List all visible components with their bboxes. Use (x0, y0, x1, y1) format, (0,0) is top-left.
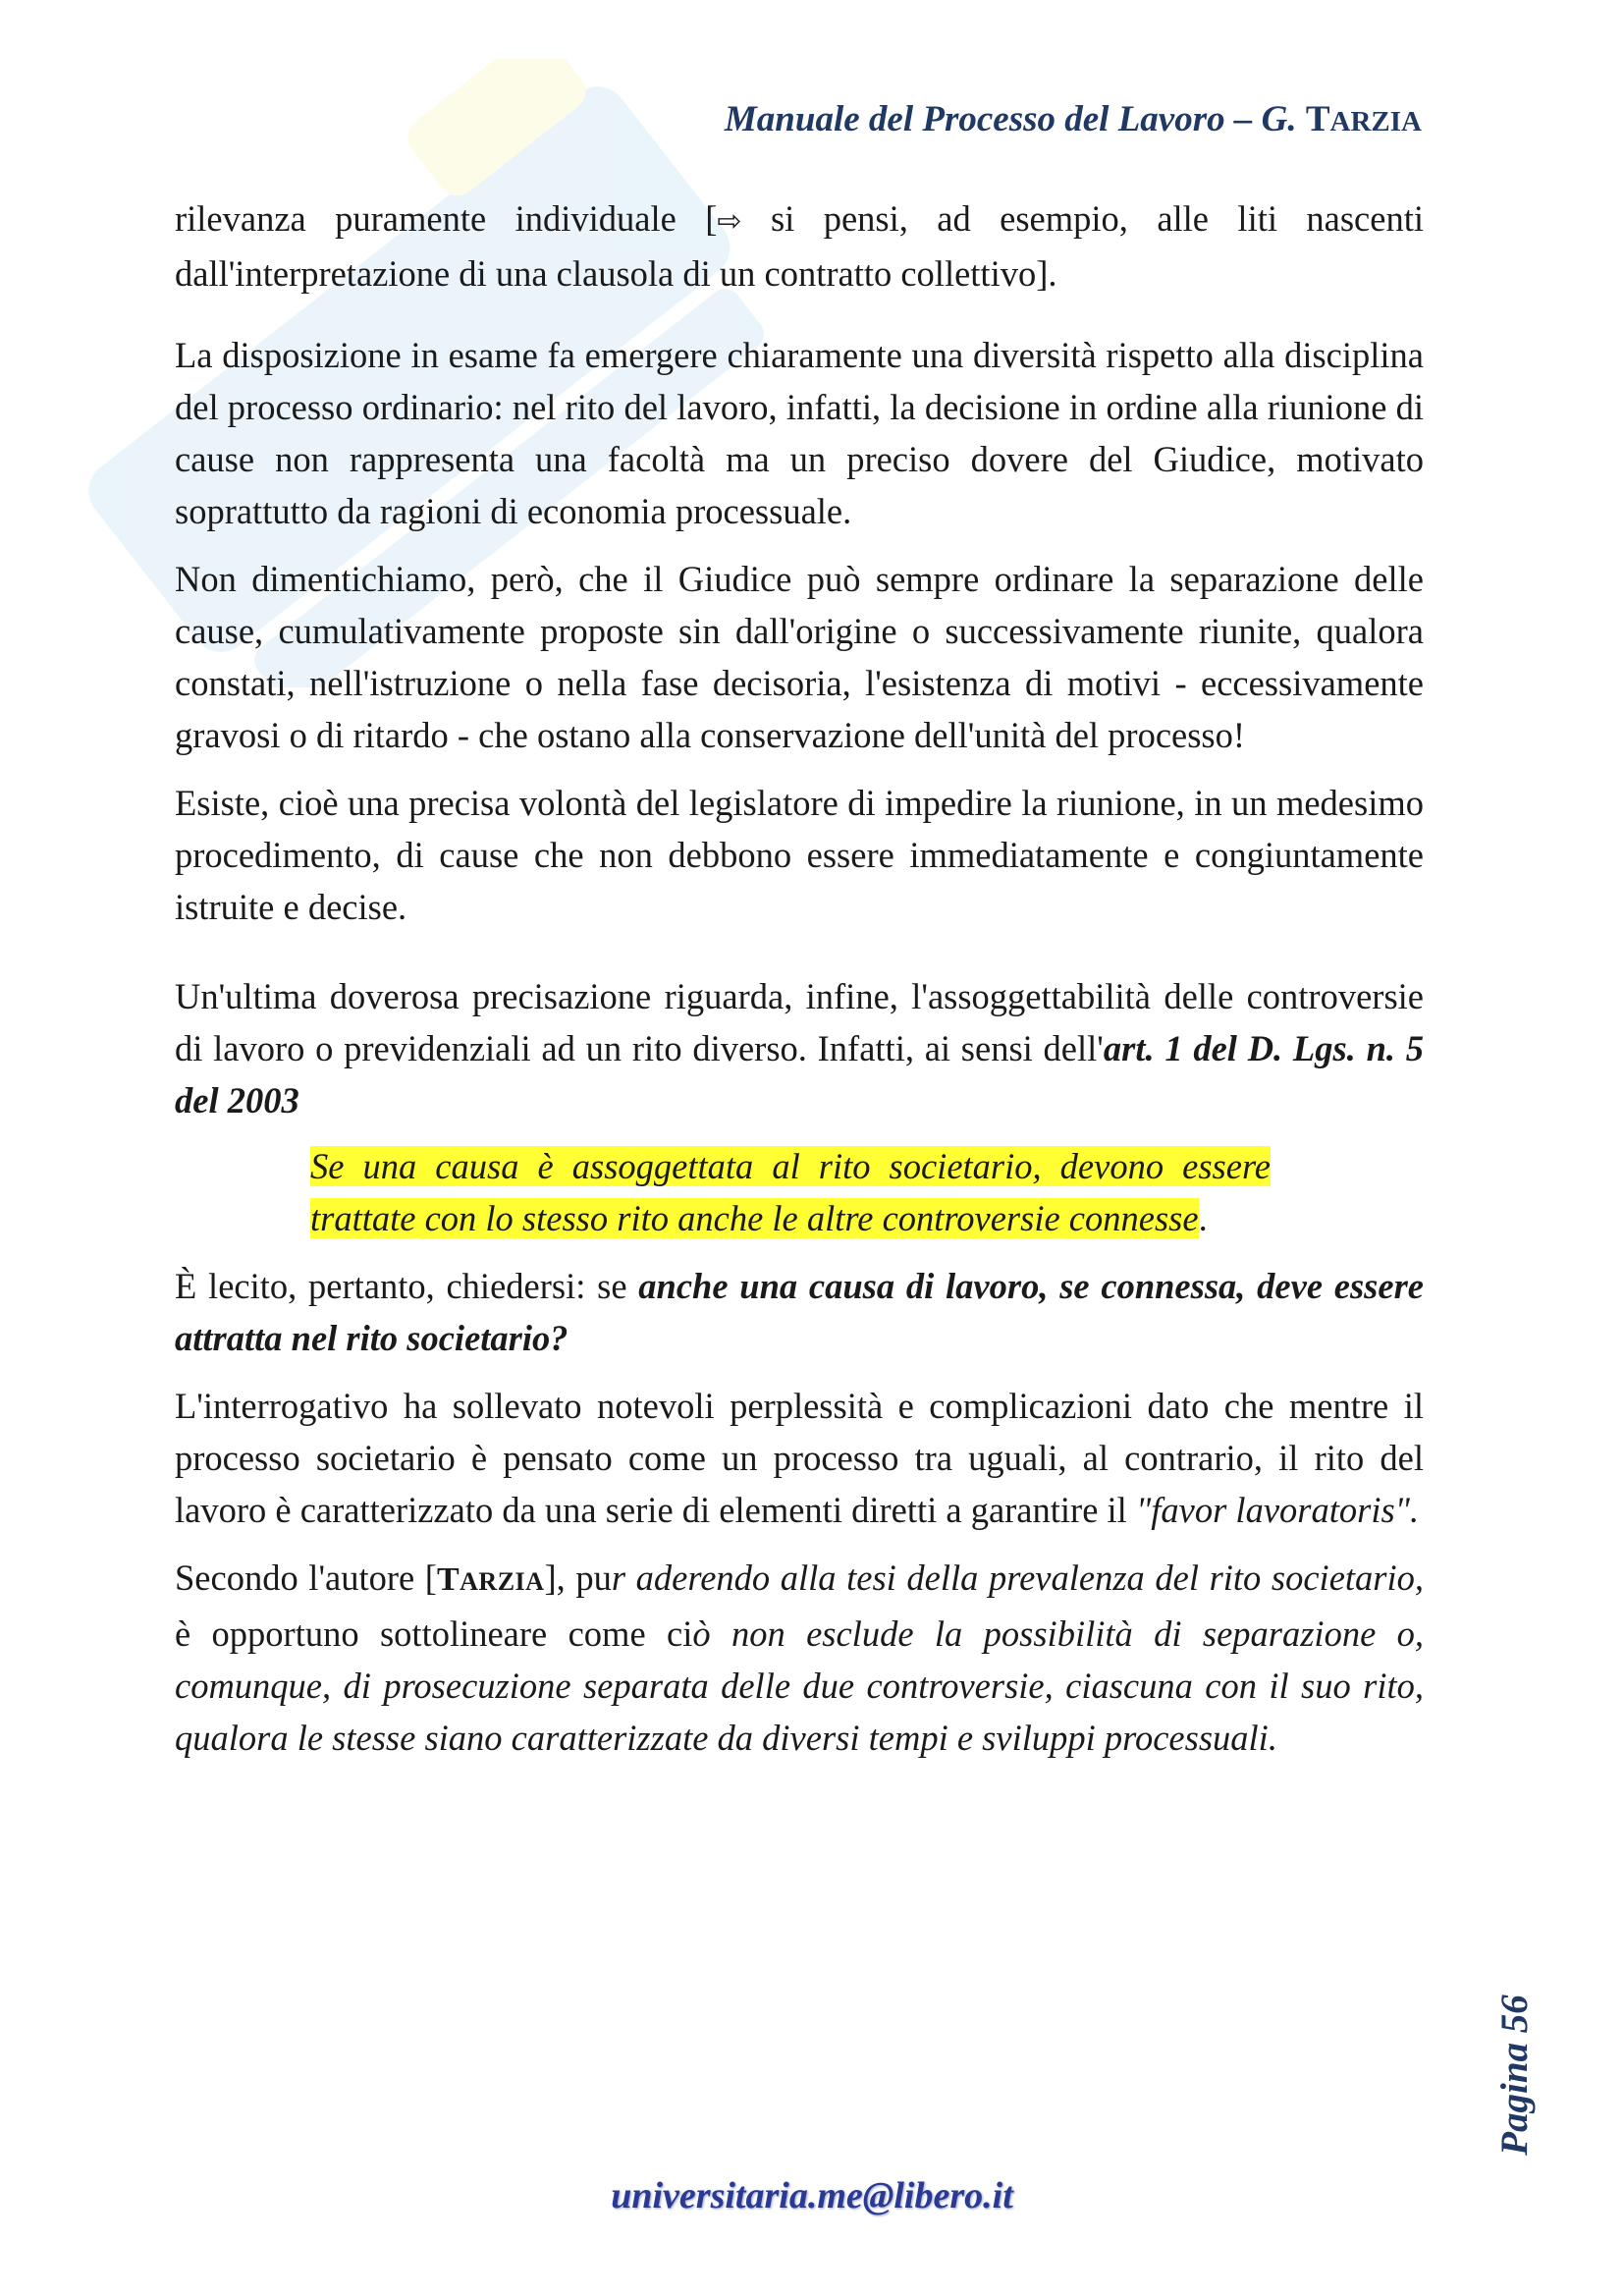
italic-text: r aderendo alla tesi della prevalenza del rito societario, (611, 1558, 1425, 1598)
paragraph-1 (175, 192, 1424, 300)
document-body (175, 192, 1424, 1764)
paragraph-6 (175, 1260, 1424, 1364)
author-initial: T (436, 1561, 460, 1598)
highlighted-quote (310, 1140, 1271, 1244)
law-reference: art. 1 del D. Lgs. n. 5 del 2003 (175, 1028, 1424, 1121)
header-author-rest: ARZIA (1329, 106, 1422, 137)
text: ], pu (544, 1558, 612, 1598)
text: L'interrogativo ha sollevato notevoli perplessità e complicazioni dato che mentre il processo societario è pensato come un processo tra uguali, al contrario, il rito del lavoro è caratterizzato da una serie di elementi diretti a garantire il (175, 1386, 1424, 1530)
page-header (725, 98, 1422, 140)
footer-email[interactable]: universitaria.me@libero.it (611, 2175, 1013, 2216)
italic-text: ò non esclude la possibilità di separazione o, comunque, di prosecuzione separata delle due controversie, ciascuna con il suo rito, qualora le stesse siano caratterizzate da diversi tempi e sviluppi processuali. (175, 1613, 1425, 1758)
text: è opportuno sottolineare come ci (175, 1613, 693, 1654)
text: Un'ultima doverosa precisazione riguarda, infine, l'assoggettabilità delle controversie di lavoro o previdenziali ad un rito diverso. Infatti, ai sensi dell' (175, 976, 1424, 1068)
paragraph-7 (175, 1380, 1424, 1536)
header-author-initial: T (1305, 99, 1330, 139)
right-arrow-icon: ⇨ (717, 204, 742, 239)
text: rilevanza puramente individuale [ (175, 198, 718, 239)
paragraph-8 (175, 1552, 1424, 1764)
text: È lecito, pertanto, chiedersi: se (175, 1266, 639, 1306)
quote-highlight: Se una causa è assoggettata al rito societario, devono essere trattate con lo stesso rito anche le altre controversie connesse (310, 1146, 1271, 1238)
question-emphasis: anche una causa di lavoro, se connessa, deve essere attratta nel rito societario? (175, 1266, 1424, 1358)
paragraph-4: Esiste, cioè una precisa volontà del legislatore di impedire la riunione, in un medesimo procedimento, di cause che non debbono essere immediatamente e congiuntamente istruite e decise. (175, 783, 1424, 927)
text: . (1198, 1198, 1208, 1238)
text: si pensi, ad esempio, alle liti nascenti dall'interpretazione di una clausola di un contratto collettivo]. (175, 198, 1424, 294)
author-rest: ARZIA (460, 1567, 545, 1596)
text: Secondo l'autore [ (175, 1558, 437, 1598)
paragraph-5 (175, 970, 1424, 1126)
header-title: Manuale del Processo del Lavoro – G. (724, 99, 1306, 139)
paragraph-3: Non dimentichiamo, però, che il Giudice può sempre ordinare la separazione delle cause, cumulativamente proposte sin dall'origine o successivamente riunite, qualora constati, nell'istruzione o nella fase decisoria, l'esistenza di motivi - eccessivamente gravosi o di ritardo - che ostano alla conservazione dell'unità del processo! (175, 559, 1424, 755)
page-number: Pagina 56 (1493, 1995, 1536, 2156)
italic-term: "favor lavoratoris". (1135, 1490, 1420, 1530)
paragraph-2: La disposizione in esame fa emergere chiaramente una diversità rispetto alla disciplina del processo ordinario: nel rito del lavoro, infatti, la decisione in ordine alla riunione di cause non rappresenta una facoltà ma un preciso dovere del Giudice, motivato soprattutto da ragioni di economia processuale. (175, 335, 1424, 531)
